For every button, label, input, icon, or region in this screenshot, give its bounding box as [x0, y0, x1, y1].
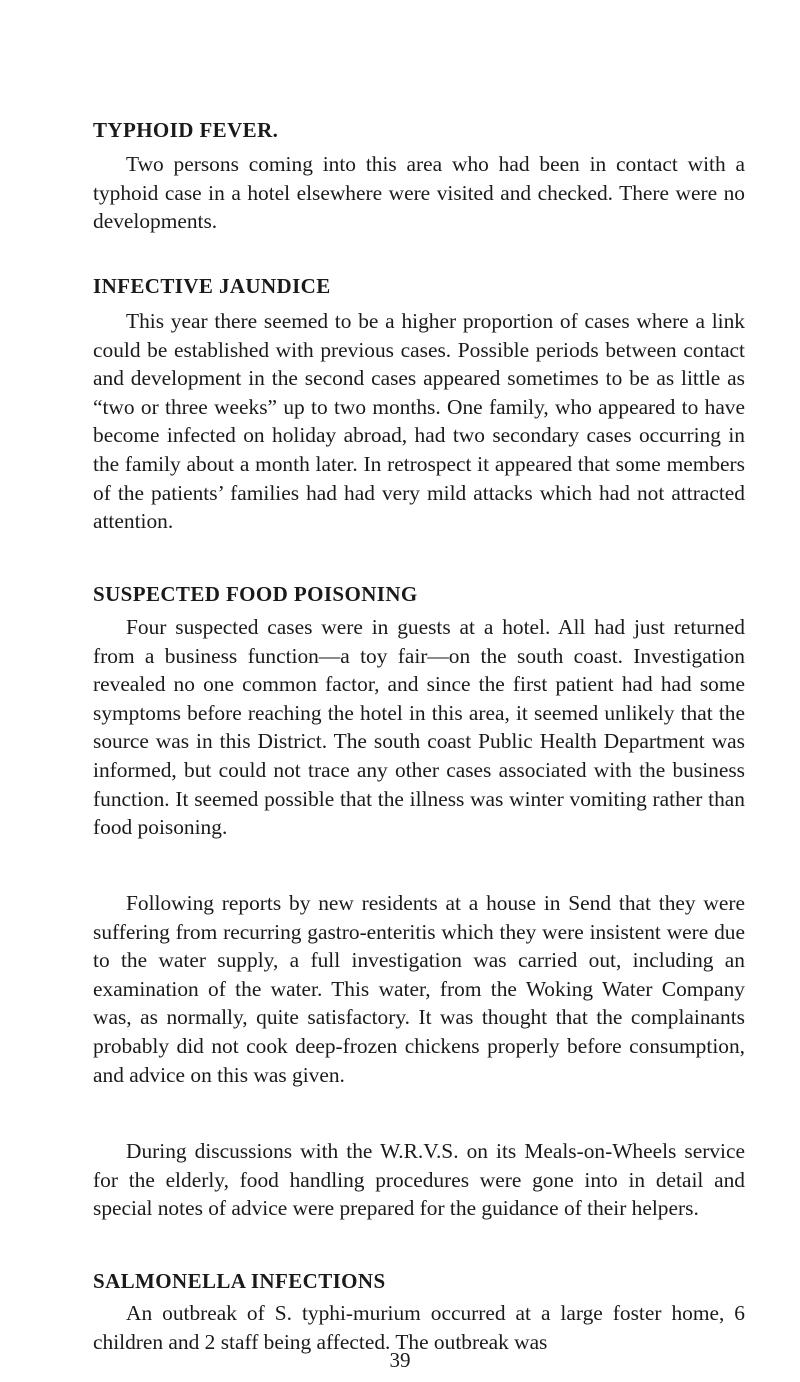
heading-salmonella-infections: SALMONELLA INFECTIONS: [93, 1269, 386, 1293]
paragraph-infective-jaundice: This year there seemed to be a higher proportion of cases where a link could be established with previous cases. Possible periods between contact and development in the second cases appeared sometimes to be as little as “two or three weeks” up to two months. One family, who appeared to have become infected on holiday abroad, had two secondary cases occurring in the family about a month later. In retrospect it appeared that some members of the patients’ families had had very mild attacks which had not attracted attention.: [93, 309, 745, 534]
heading-typhoid-fever: TYPHOID FEVER.: [93, 118, 279, 142]
paragraph-food-poisoning-send: Following reports by new residents at a house in Send that they were suffering from recurring gastro-enteritis which they were insistent were due to the water supply, a full investigation was carried out, including an examination of the water. This water, from the Woking Water Company was, as normally, quite satisfactory. It was thought that the complainants probably did not cook deep-frozen chickens properly before consumption, and advice on this was given.: [93, 891, 745, 1087]
paragraph-food-poisoning-wrvs: During discussions with the W.R.V.S. on its Meals-on-Wheels service for the elderly, food handling procedures were gone into in detail and special notes of advice were prepared for the guidance of their helpers.: [93, 1139, 745, 1221]
page-number: 39: [389, 1348, 411, 1372]
paragraph-typhoid-fever: Two persons coming into this area who had been in contact with a typhoid case in a hotel elsewhere were visited and checked. There were no developments.: [93, 152, 745, 234]
heading-infective-jaundice: INFECTIVE JAUNDICE: [93, 274, 331, 298]
paragraph-food-poisoning-hotel: Four suspected cases were in guests at a hotel. All had just returned from a business function—a toy fair—on the south coast. Investigation revealed no one common factor, and since the first patient had had some symptoms before reaching the hotel in this area, it seemed unlikely that the source was in this District. The south coast Public Health Department was informed, but could not trace any other cases associated with the business function. It seemed possible that the illness was winter vomiting rather than food poisoning.: [93, 615, 745, 840]
heading-suspected-food-poisoning: SUSPECTED FOOD POISONING: [93, 582, 418, 606]
paragraph-salmonella: An outbreak of S. typhi-murium occurred at a large foster home, 6 children and 2 staff being affected. The outbreak was: [93, 1301, 745, 1354]
